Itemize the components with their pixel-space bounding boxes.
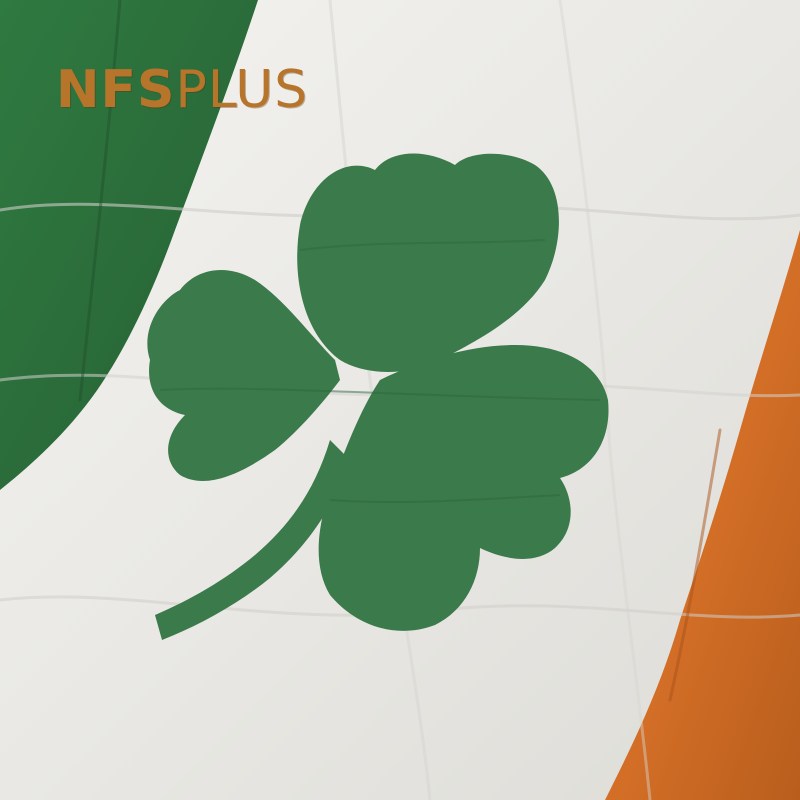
brand-watermark-bold: NFS [56, 60, 176, 120]
brand-watermark [56, 60, 309, 120]
brand-watermark-light: PLUS [175, 60, 309, 120]
